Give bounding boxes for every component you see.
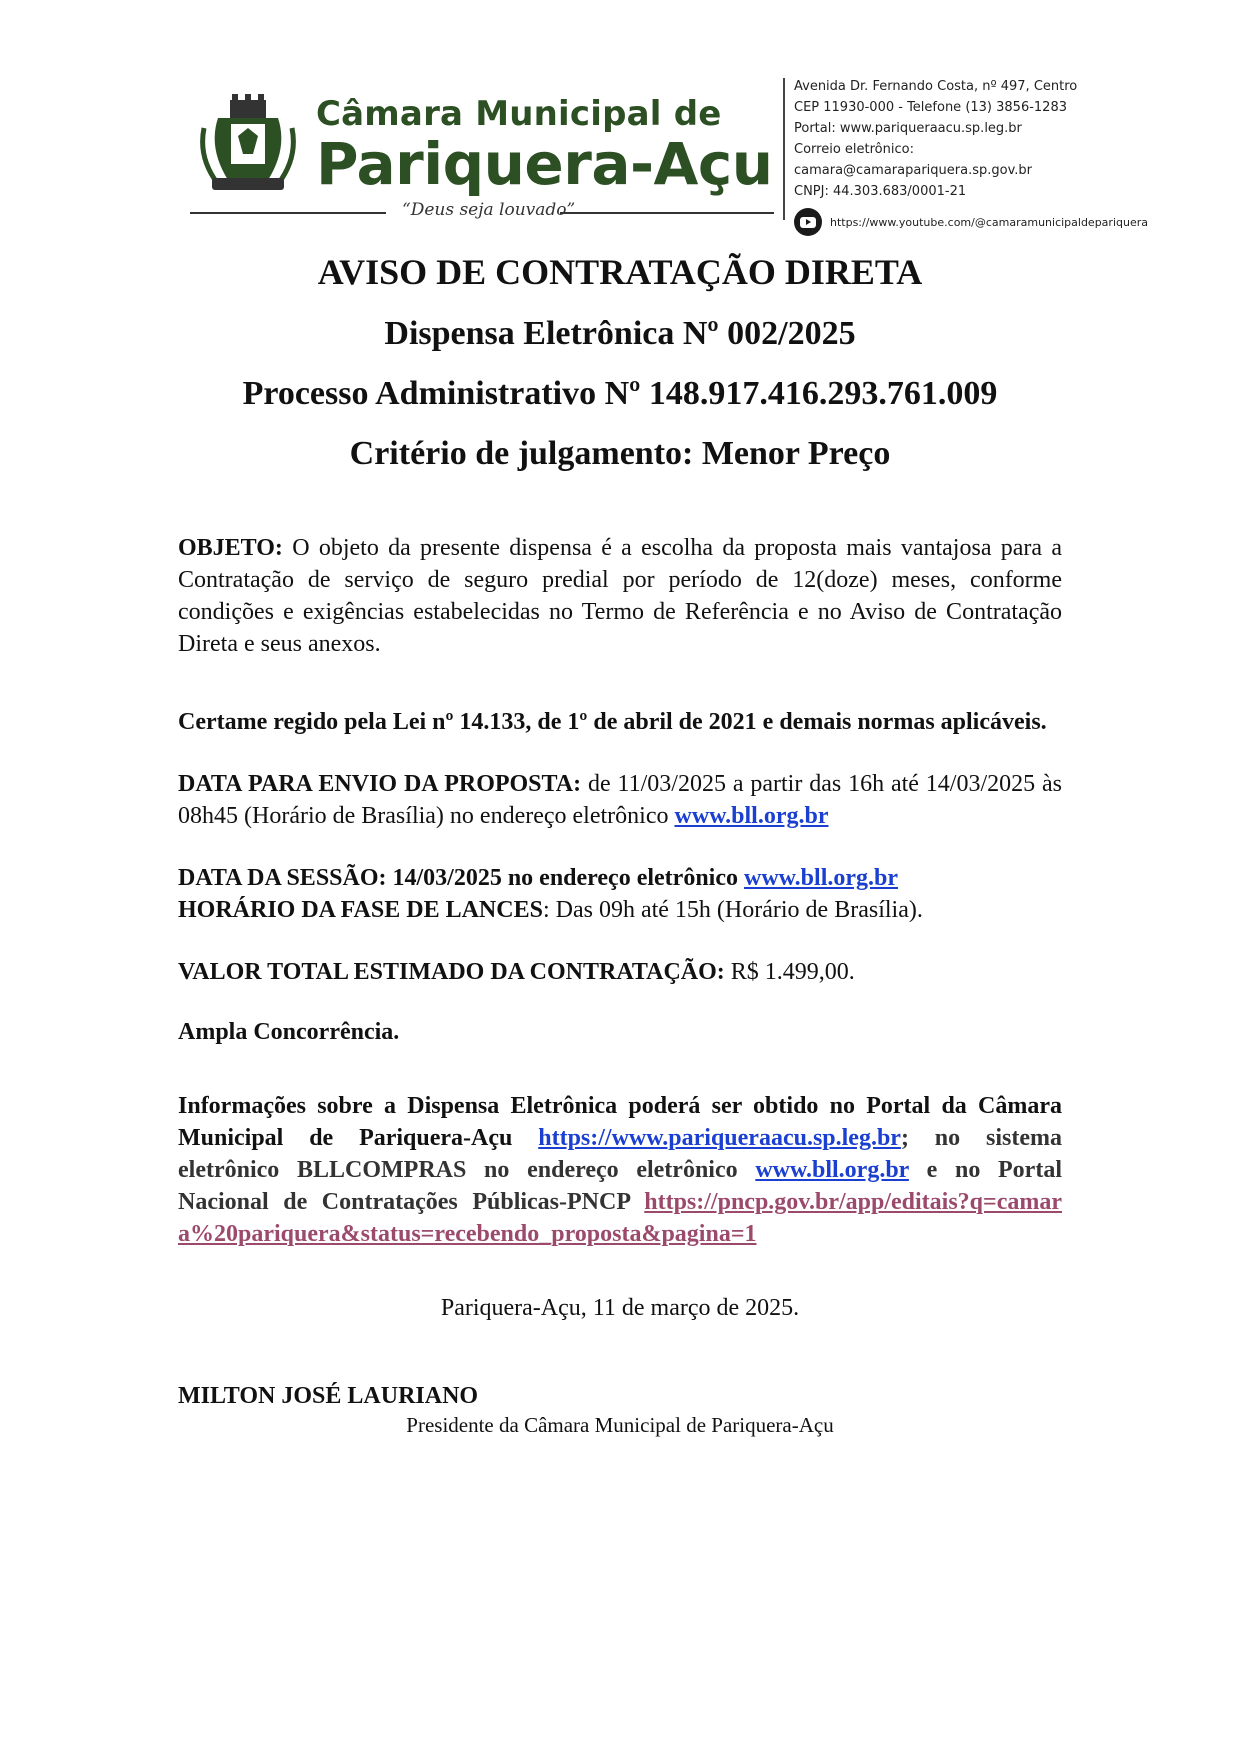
objeto-paragraph <box>178 532 1062 660</box>
data-envio-paragraph <box>178 768 1062 832</box>
motto: “Deus seja louvado” <box>402 200 576 220</box>
document-titles <box>120 252 1120 494</box>
divider <box>190 212 386 214</box>
process-number: Processo Administrativo Nº 148.917.416.293.761.009 <box>242 375 998 412</box>
info-text-2: ; no sistema eletrônico BLLCOMPRAS no endereço eletrônico <box>178 1125 1063 1183</box>
vertical-divider <box>783 78 785 220</box>
data-sessao-text: DATA DA SESSÃO: 14/03/2025 no endereço eletrônico <box>178 865 744 891</box>
bll-link[interactable]: www.bll.org.br <box>674 803 829 829</box>
letterhead <box>190 70 1148 230</box>
valor-paragraph <box>178 956 1062 988</box>
info-text-3: e no Portal Nacional de Contratações Públicas-PNCP <box>178 1157 1062 1215</box>
signer-role: Presidente da Câmara Municipal de Pariquera-Açu <box>406 1413 834 1437</box>
info-text-1: Informações sobre a Dispensa Eletrônica poderá ser obtido no Portal da Câmara Municipal de Pariquera-Açu <box>178 1093 1062 1151</box>
valor-label: VALOR TOTAL ESTIMADO DA CONTRATAÇÃO: <box>178 959 725 985</box>
contact-cep-phone: CEP 11930-000 - Telefone (13) 3856-1283 <box>794 100 1067 115</box>
contact-portal: Portal: www.pariqueraacu.sp.leg.br <box>794 121 1022 136</box>
contact-address: Avenida Dr. Fernando Costa, nº 497, Centro <box>794 79 1078 94</box>
ampla-concorrencia: Ampla Concorrência. <box>178 1019 400 1045</box>
place-date: Pariquera-Açu, 11 de março de 2025. <box>440 1295 800 1321</box>
horario-text: : Das 09h até 15h (Horário de Brasília). <box>542 897 923 923</box>
logo-line1: Câmara Municipal de <box>316 94 722 134</box>
objeto-text: O objeto da presente dispensa é a escolha da proposta mais vantajosa para a Contratação de serviço de seguro predial por período de 12(doze) meses, conforme condições e exigências estabelecidas no Termo de Referência e no Aviso de Contratação Direta e seus anexos. <box>178 535 1062 657</box>
youtube-row <box>794 208 1148 236</box>
youtube-icon <box>794 208 822 236</box>
data-sessao-paragraph <box>178 862 1062 926</box>
data-envio-text: de 11/03/2025 a partir das 16h até 14/03/2025 às 08h45 (Horário de Brasília) no endereço eletrônico <box>178 771 1063 829</box>
objeto-label: OBJETO: <box>178 535 283 561</box>
pncp-link[interactable]: https://pncp.gov.br/app/editais?q=camara%20pariquera&status=recebendo_proposta&pagina=1 <box>178 1189 1062 1247</box>
horario-label: HORÁRIO DA FASE DE LANCES <box>178 897 543 923</box>
judgement-criterion: Critério de julgamento: Menor Preço <box>349 435 891 472</box>
youtube-url: https://www.youtube.com/@camaramunicipaldepariquera <box>830 215 1148 229</box>
logo-wordmark <box>316 94 773 198</box>
logo-line2: Pariquera-Açu <box>316 130 773 198</box>
contact-cnpj: CNPJ: 44.303.683/0001-21 <box>794 184 967 199</box>
contact-block <box>794 76 1148 236</box>
divider <box>560 212 774 214</box>
data-envio-label: DATA PARA ENVIO DA PROPOSTA: <box>178 771 582 797</box>
municipal-crest-icon <box>198 88 298 198</box>
dispensa-number: Dispensa Eletrônica Nº 002/2025 <box>384 315 856 352</box>
valor-text: R$ 1.499,00. <box>724 959 855 985</box>
portal-link[interactable]: https://www.pariqueraacu.sp.leg.br <box>538 1125 901 1151</box>
document-body <box>178 532 1062 1438</box>
signer-name: MILTON JOSÉ LAURIANO <box>178 1383 479 1409</box>
certame-paragraph: Certame regido pela Lei nº 14.133, de 1º de abril de 2021 e demais normas aplicáveis. <box>178 709 1047 735</box>
bll-link[interactable]: www.bll.org.br <box>755 1157 909 1183</box>
document-title: AVISO DE CONTRATAÇÃO DIRETA <box>317 252 923 292</box>
info-paragraph <box>178 1090 1062 1250</box>
contact-email: Correio eletrônico: camara@camarapariquera.sp.gov.br <box>794 142 1032 178</box>
bll-link[interactable]: www.bll.org.br <box>744 865 899 891</box>
